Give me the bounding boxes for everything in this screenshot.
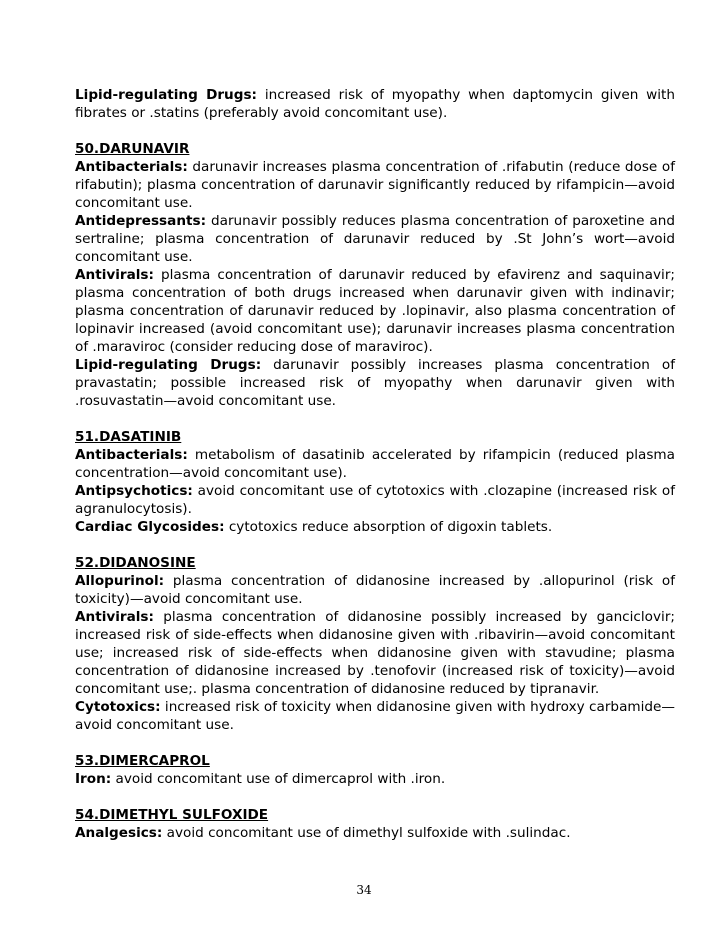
section-heading: 50.DARUNAVIR: [75, 141, 190, 157]
entry-text: plasma concentration of darunavir reduced by efavirenz and saquinavir; plasma concentration of both drugs increased when darunavir given with indinavir; plasma concentration of darunavir reduced by .lopinavir, also plasma concentration of lopinavir increased (avoid concomitant use); darunavir increases plasma concentration of .maraviroc (consider reducing dose of maraviroc).: [75, 267, 675, 355]
entry-text: darunavir increases plasma concentration of .rifabutin (reduce dose of rifabutin); plasma concentration of darunavir significantly reduced by rifampicin—avoid concomitant use.: [75, 159, 675, 211]
interaction-entry: [75, 572, 675, 608]
paragraph-spacer: [75, 788, 675, 806]
interaction-entry: [75, 212, 675, 266]
entry-text: avoid concomitant use of dimercaprol with .iron.: [111, 771, 446, 787]
entry-label: Cytotoxics:: [75, 699, 161, 715]
interaction-entry: [75, 482, 675, 518]
entry-text: plasma concentration of didanosine possibly increased by ganciclovir; increased risk of side-effects when didanosine given with .ribavirin—avoid concomitant use; increased risk of side-effects when didanosine given with stavudine; plasma concentration of didanosine increased by .tenofovir (increased risk of toxicity)—avoid concomitant use;. plasma concentration of didanosine reduced by tipranavir.: [75, 609, 675, 697]
entry-label: Antivirals:: [75, 267, 154, 283]
paragraph-spacer: [75, 410, 675, 428]
entry-text: plasma concentration of didanosine increased by .allopurinol (risk of toxicity)—avoid concomitant use.: [75, 573, 675, 607]
entry-label: Iron:: [75, 771, 112, 787]
page-content: [75, 86, 675, 842]
interaction-entry: [75, 86, 675, 122]
interaction-entry: [75, 608, 675, 698]
entry-label: Analgesics:: [75, 825, 163, 841]
section-heading: 53.DIMERCAPROL: [75, 753, 210, 769]
entry-text: darunavir possibly increases plasma concentration of pravastatin; possible increased risk of myopathy when darunavir given with .rosuvastatin—avoid concomitant use.: [75, 357, 675, 409]
entry-label: Antidepressants:: [75, 213, 207, 229]
interaction-entry: [75, 158, 675, 212]
entry-label: Antipsychotics:: [75, 483, 193, 499]
interaction-entry: [75, 824, 675, 842]
interaction-entry: [75, 446, 675, 482]
interaction-entry: [75, 356, 675, 410]
entry-text: increased risk of myopathy when daptomycin given with fibrates or .statins (preferably avoid concomitant use).: [75, 87, 675, 121]
entry-label: Antibacterials:: [75, 159, 188, 175]
entry-label: Allopurinol:: [75, 573, 165, 589]
entry-label: Lipid-regulating Drugs:: [75, 87, 257, 103]
entry-text: avoid concomitant use of cytotoxics with .clozapine (increased risk of agranulocytosis).: [75, 483, 675, 517]
page-number: 34: [356, 883, 372, 897]
entry-text: cytotoxics reduce absorption of digoxin tablets.: [224, 519, 553, 535]
interaction-entry: [75, 266, 675, 356]
entry-text: darunavir possibly reduces plasma concentration of paroxetine and sertraline; plasma concentration of darunavir reduced by .St John’s wort—avoid concomitant use.: [75, 213, 675, 265]
interaction-entry: [75, 518, 675, 536]
entry-label: Antivirals:: [75, 609, 154, 625]
paragraph-spacer: [75, 536, 675, 554]
entry-text: metabolism of dasatinib accelerated by rifampicin (reduced plasma concentration—avoid concomitant use).: [75, 447, 675, 481]
section-heading: 54.DIMETHYL SULFOXIDE: [75, 807, 269, 823]
interaction-entry: [75, 698, 675, 734]
paragraph-spacer: [75, 122, 675, 140]
entry-text: increased risk of toxicity when didanosine given with hydroxy carbamide—avoid concomitant use.: [75, 699, 675, 733]
paragraph-spacer: [75, 734, 675, 752]
section-heading: 52.DIDANOSINE: [75, 555, 196, 571]
entry-label: Antibacterials:: [75, 447, 188, 463]
entry-label: Cardiac Glycosides:: [75, 519, 225, 535]
section-heading: 51.DASATINIB: [75, 429, 182, 445]
entry-label: Lipid-regulating Drugs:: [75, 357, 262, 373]
entry-text: avoid concomitant use of dimethyl sulfoxide with .sulindac.: [162, 825, 571, 841]
interaction-entry: [75, 770, 675, 788]
